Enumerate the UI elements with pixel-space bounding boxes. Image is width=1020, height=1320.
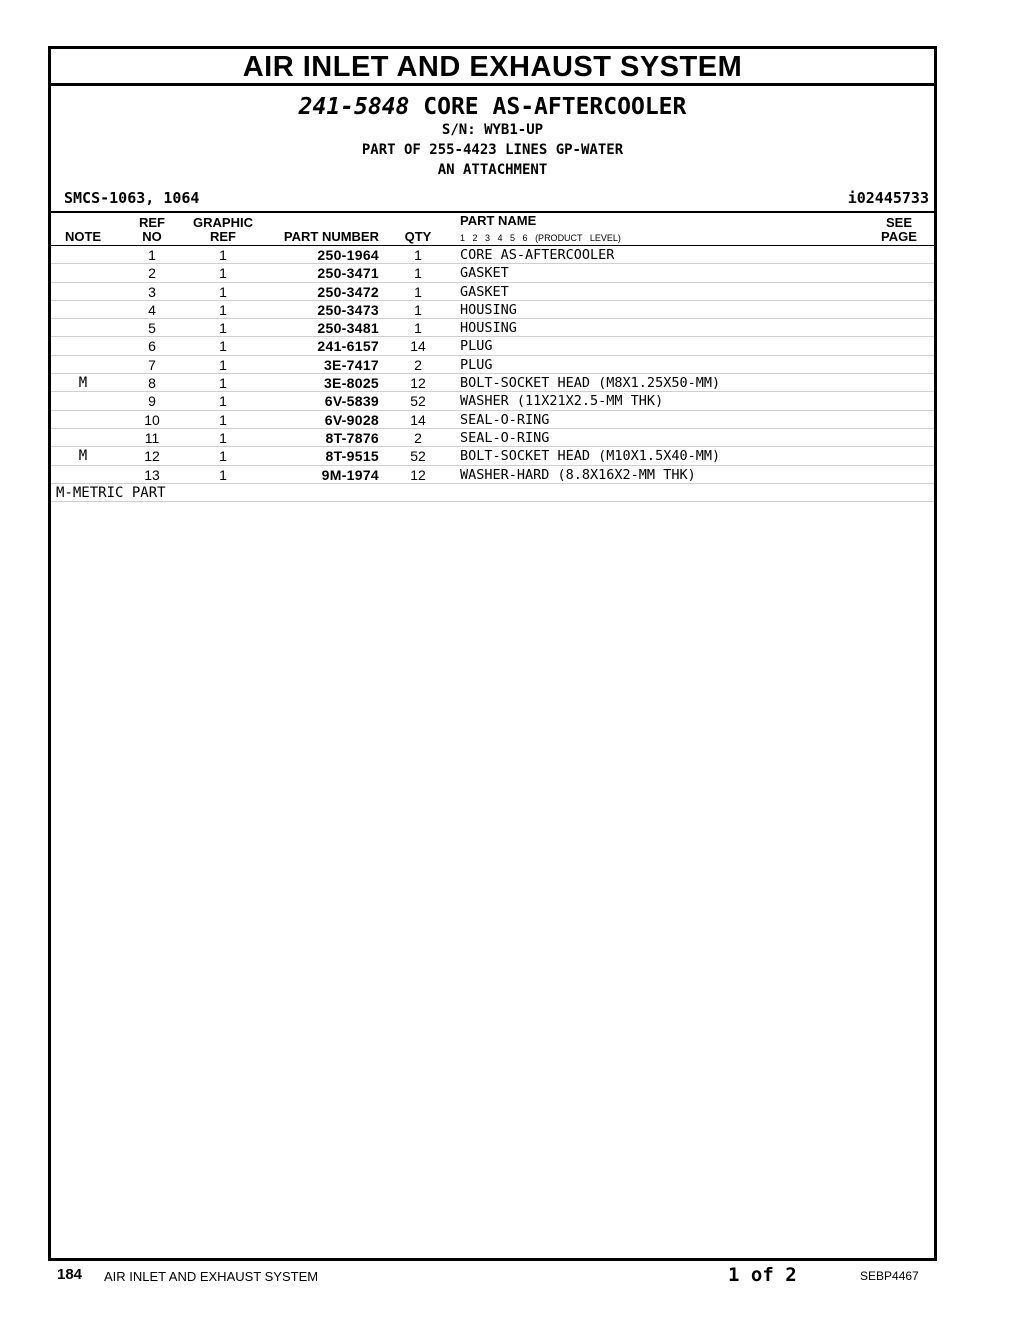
row-part-name: HOUSING — [460, 301, 517, 318]
row-part-number: 250-3481 — [317, 320, 379, 337]
title-divider — [51, 83, 934, 86]
row-ref-no: 1 — [148, 247, 156, 263]
row-part-number: 9M-1974 — [321, 466, 379, 483]
row-part-name: WASHER (11X21X2.5-MM THK) — [460, 393, 664, 410]
col-see: SEE — [885, 215, 912, 230]
row-part-number: 3E-7417 — [323, 356, 379, 373]
col-page: PAGE — [881, 229, 917, 244]
row-part-name: CORE AS-AFTERCOOLER — [460, 247, 615, 263]
table-row — [51, 264, 934, 282]
col-part-number: PART NUMBER — [283, 229, 379, 244]
row-qty: 14 — [410, 338, 426, 355]
row-graphic-ref: 1 — [219, 338, 227, 355]
attachment-line: AN ATTACHMENT — [437, 162, 548, 178]
row-graphic-ref: 1 — [219, 356, 227, 373]
row-part-number: 241-6157 — [317, 338, 379, 355]
table-row — [51, 319, 934, 337]
table-row — [51, 411, 934, 429]
col-note: NOTE — [64, 229, 102, 244]
row-ref-no: 12 — [144, 448, 160, 465]
row-qty: 2 — [414, 429, 422, 446]
row-ref-no: 11 — [144, 429, 160, 446]
row-graphic-ref: 1 — [219, 466, 227, 483]
row-qty: 12 — [410, 466, 426, 483]
parts-table — [51, 246, 934, 502]
row-part-name: PLUG — [460, 338, 493, 355]
row-graphic-ref: 1 — [219, 429, 227, 446]
row-ref-no: 3 — [148, 283, 156, 300]
col-graphic: GRAPHIC — [193, 215, 253, 230]
row-part-number: 250-3472 — [317, 283, 379, 300]
row-part-name: SEAL-O-RING — [460, 429, 550, 446]
row-part-number: 250-3471 — [317, 265, 379, 282]
row-graphic-ref: 1 — [219, 448, 227, 465]
row-qty: 14 — [410, 411, 426, 428]
document-id: SEBP4467 — [860, 1269, 919, 1283]
group-part-name: CORE AS-AFTERCOOLER — [423, 94, 687, 120]
page-of-count: 1 of 2 — [728, 1264, 797, 1286]
table-row — [51, 337, 934, 355]
group-heading — [51, 93, 934, 121]
row-part-number: 6V-9028 — [324, 411, 379, 428]
part-of-line: PART OF 255-4423 LINES GP-WATER — [361, 142, 624, 158]
row-qty: 52 — [410, 448, 426, 465]
metric-footnote: M-METRIC PART — [51, 484, 934, 502]
level-numbers: 1 2 3 4 5 6 — [460, 233, 528, 243]
row-part-number: 8T-9515 — [325, 448, 379, 465]
table-row — [51, 246, 934, 264]
parts-page-frame — [48, 46, 937, 1261]
row-qty: 2 — [414, 356, 422, 373]
col-part-name: PART NAME — [460, 213, 537, 228]
system-title: AIR INLET AND EXHAUST SYSTEM — [242, 51, 743, 83]
row-part-name: PLUG — [460, 356, 493, 373]
row-note: M — [78, 448, 88, 465]
row-part-number: 8T-7876 — [325, 429, 379, 446]
row-part-name: SEAL-O-RING — [460, 411, 550, 428]
row-qty: 12 — [410, 375, 426, 392]
row-qty: 1 — [414, 265, 422, 282]
row-graphic-ref: 1 — [219, 320, 227, 337]
row-qty: 1 — [414, 247, 422, 263]
serial-number: S/N: WYB1-UP — [441, 122, 544, 138]
row-ref-no: 2 — [148, 265, 156, 282]
row-ref-no: 7 — [148, 356, 156, 373]
smcs-code: SMCS-1063, 1064 — [64, 189, 200, 207]
row-graphic-ref: 1 — [219, 375, 227, 392]
row-graphic-ref: 1 — [219, 411, 227, 428]
row-ref-no: 8 — [148, 375, 156, 392]
page-number: 184 — [57, 1266, 83, 1283]
row-part-number: 250-3473 — [317, 301, 379, 318]
row-graphic-ref: 1 — [219, 265, 227, 282]
row-ref-no: 6 — [148, 338, 156, 355]
row-part-number: 250-1964 — [317, 247, 379, 263]
row-part-number: 3E-8025 — [323, 375, 379, 392]
table-row — [51, 466, 934, 484]
col-no: NO — [142, 229, 162, 244]
row-part-name: GASKET — [460, 265, 509, 282]
row-ref-no: 4 — [148, 301, 156, 318]
row-ref-no: 13 — [144, 466, 160, 483]
row-part-name: WASHER-HARD (8.8X16X2-MM THK) — [460, 466, 696, 483]
row-graphic-ref: 1 — [219, 247, 227, 263]
row-ref-no: 5 — [148, 320, 156, 337]
row-part-number: 6V-5839 — [324, 393, 379, 410]
row-ref-no: 10 — [144, 411, 160, 428]
col-qty: QTY — [404, 229, 432, 244]
row-qty: 52 — [410, 393, 426, 410]
row-qty: 1 — [414, 283, 422, 300]
row-graphic-ref: 1 — [219, 283, 227, 300]
row-part-name: GASKET — [460, 283, 509, 300]
table-row — [51, 374, 934, 392]
table-row — [51, 447, 934, 465]
product-levels — [460, 233, 621, 243]
product-level-label: (PRODUCT LEVEL) — [535, 233, 621, 243]
col-ref: REF — [139, 215, 165, 230]
group-part-number: 241-5848 — [298, 94, 410, 120]
row-part-name: BOLT-SOCKET HEAD (M8X1.25X50-MM) — [460, 375, 721, 392]
row-qty: 1 — [414, 320, 422, 337]
row-part-name: HOUSING — [460, 320, 517, 337]
row-part-name: BOLT-SOCKET HEAD (M10X1.5X40-MM) — [460, 448, 721, 465]
row-graphic-ref: 1 — [219, 393, 227, 410]
table-row — [51, 301, 934, 319]
row-note: M — [78, 375, 88, 392]
row-qty: 1 — [414, 301, 422, 318]
table-row — [51, 283, 934, 301]
illustration-id: i02445733 — [847, 189, 929, 207]
row-graphic-ref: 1 — [219, 301, 227, 318]
footer-section-title: AIR INLET AND EXHAUST SYSTEM — [104, 1269, 319, 1284]
col-graphic-ref: REF — [210, 229, 236, 244]
table-row — [51, 392, 934, 410]
table-row — [51, 429, 934, 447]
row-ref-no: 9 — [148, 393, 156, 410]
table-row — [51, 356, 934, 374]
